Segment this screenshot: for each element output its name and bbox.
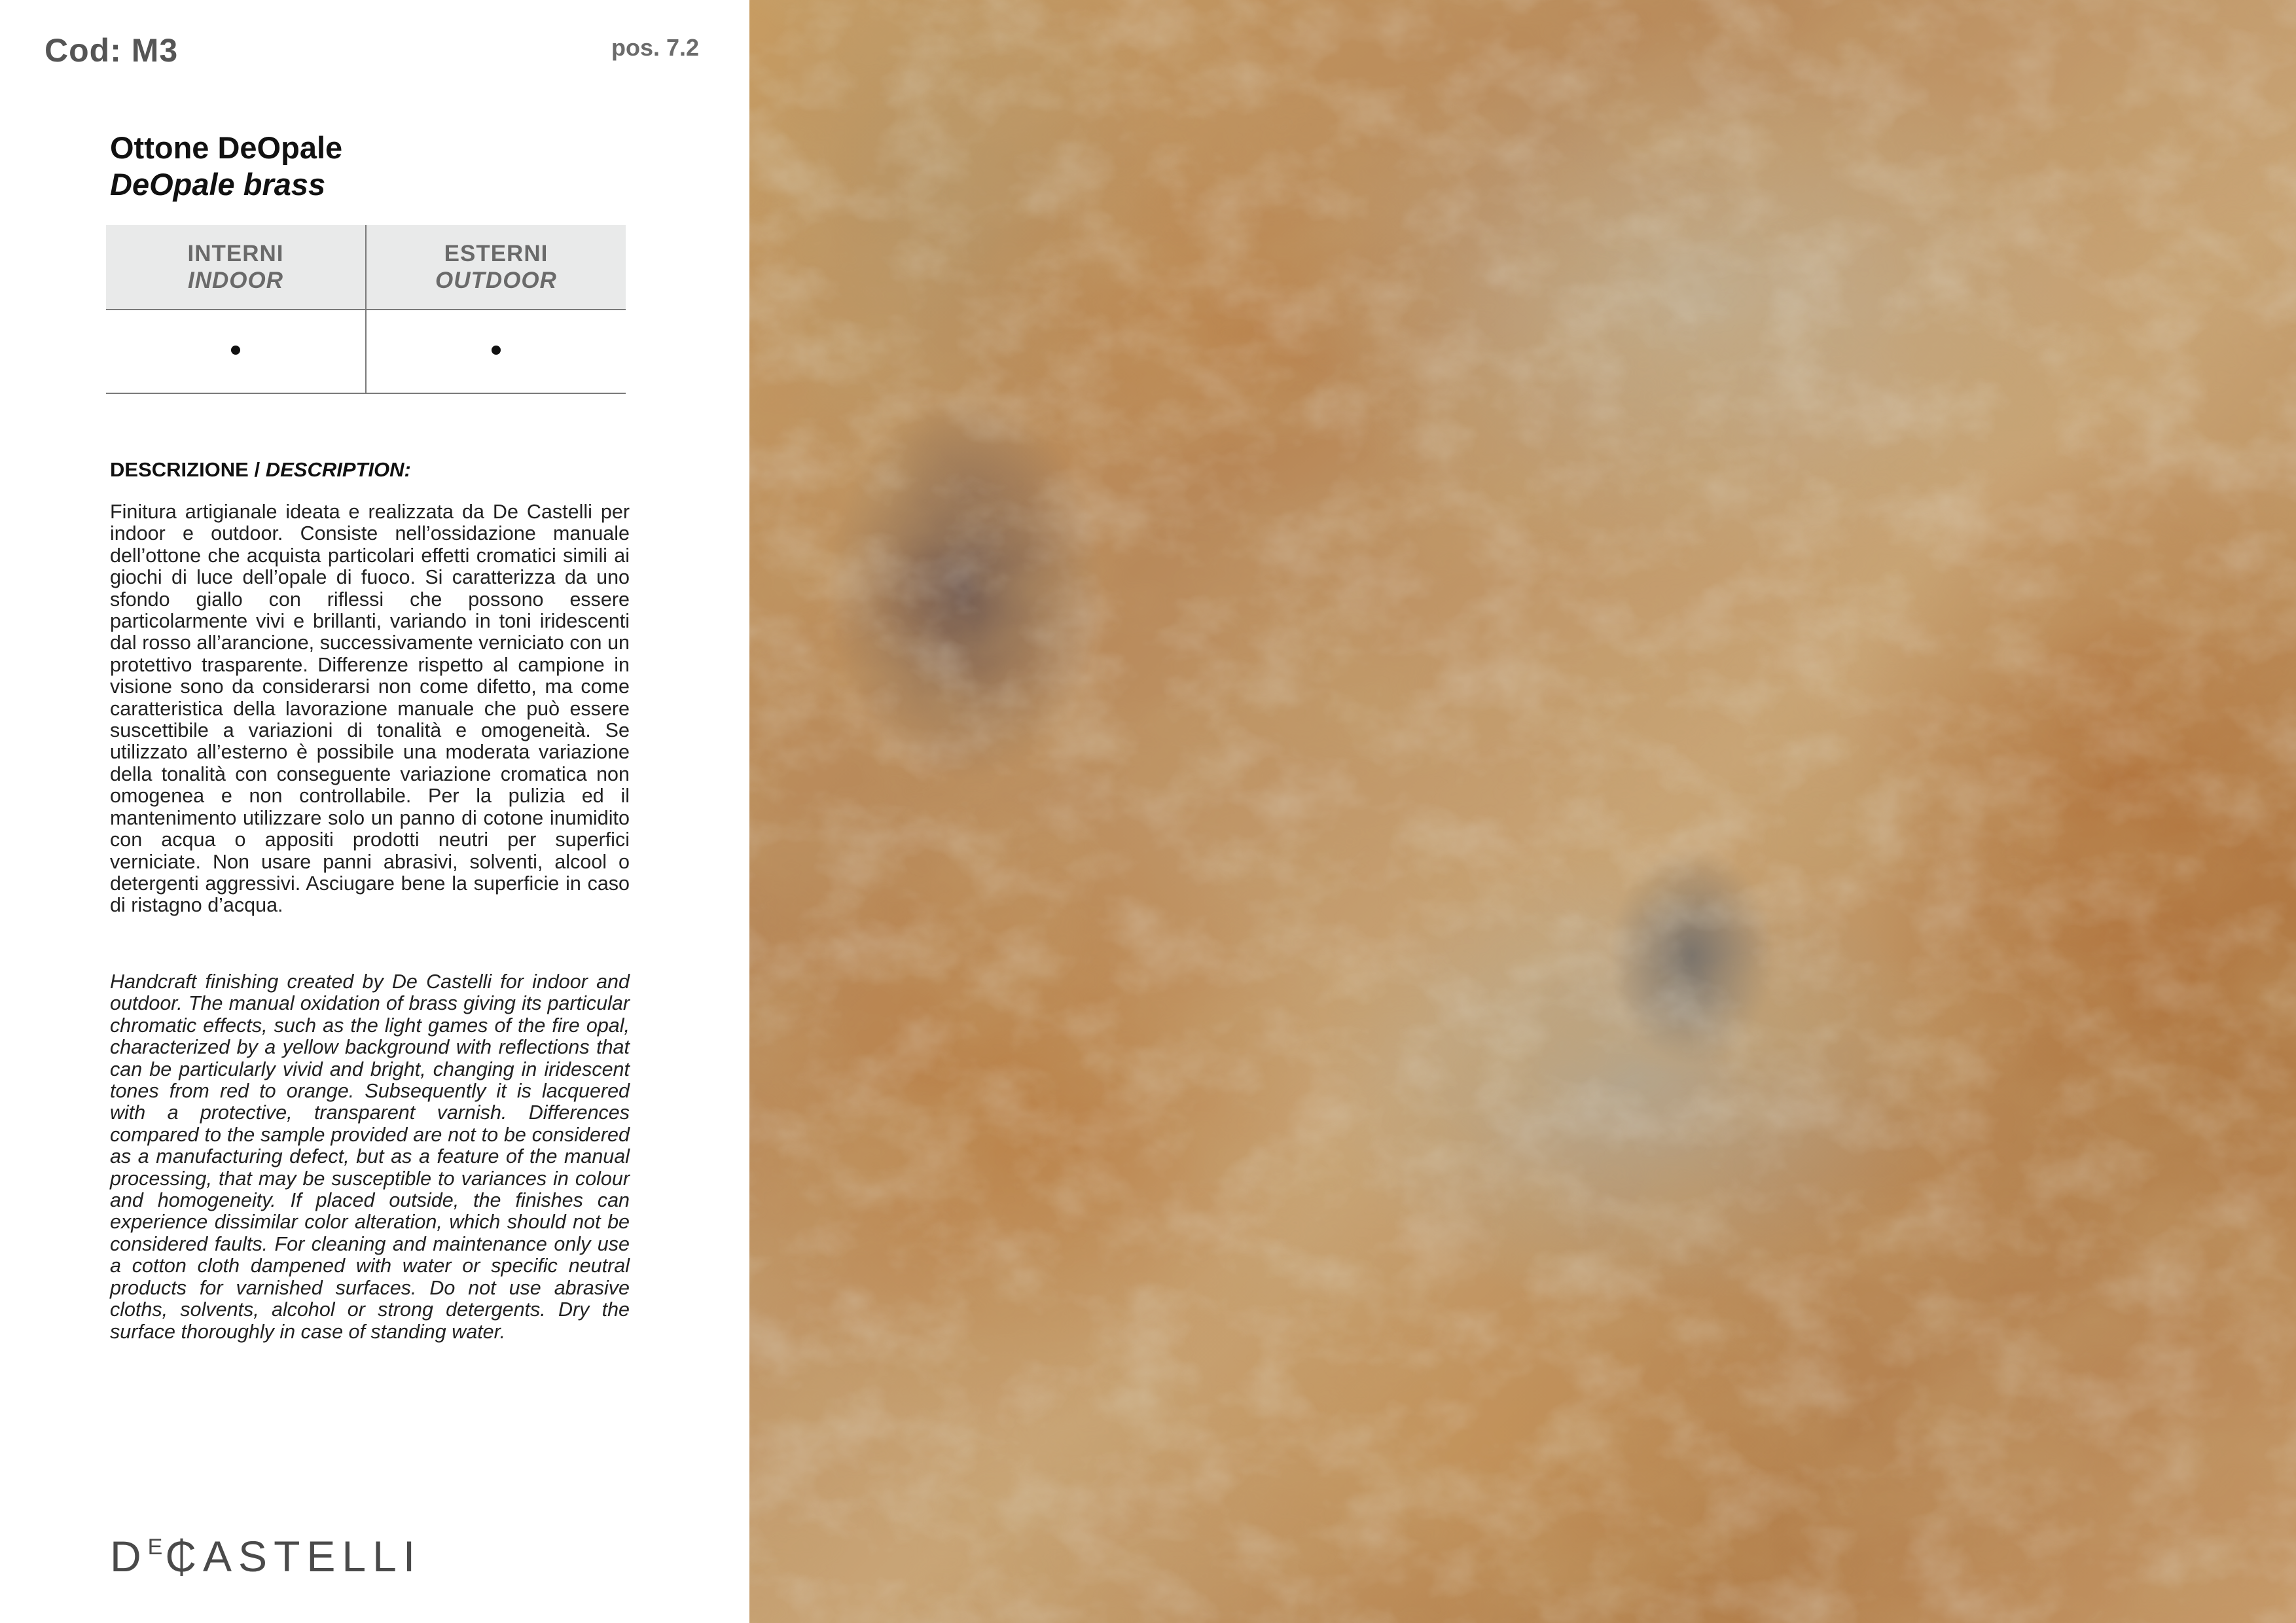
description-italian: Finitura artigianale ideata e realizzata da De Castelli per indoor e outdoor. Consiste nell’ossidazione manuale dell’ottone che acquista particolari effetti cromatici simili ai giochi di luce dell’opale di fuoco. Si caratterizza da uno sfondo giallo con riflessi che possono essere particolarmente vivi e brillanti, variando in toni iridescenti dal rosso all’arancione, successivamente verniciato con un protettivo trasparente. Differenze rispetto al campione in visione sono da considerarsi non come difetto, ma come caratteristica della lavorazione manuale che può essere suscettibile a variazioni di tonalità e omogeneità. Se utilizzato all’esterno è possibile una moderata variazione della tonalità con conseguente variazione cromatica non omogenea e non controllabile. Per la pulizia ed il mantenimento utilizzare solo un panno di cotone inumidito con acqua o appositi prodotti neutri per superfici verniciate. Non usare panni abrasivi, solventi, alcool o detergenti aggressivi. Asciugare bene la superficie in caso di ristagno d’acqua. — [110, 501, 630, 917]
usage-cell-outdoor — [366, 310, 626, 393]
product-code: Cod: M3 — [45, 32, 179, 69]
material-sample-image — [749, 0, 2296, 1623]
product-name-italian: Ottone DeOpale — [110, 130, 343, 165]
position-label: pos. 7.2 — [611, 34, 700, 61]
usage-cell-indoor — [106, 310, 366, 393]
usage-table — [106, 225, 626, 394]
usage-header-indoor — [106, 225, 366, 310]
description-heading-it: DESCRIZIONE / — [110, 458, 266, 481]
usage-header-outdoor-en: OUTDOOR — [435, 268, 557, 293]
dot-icon — [231, 346, 240, 355]
logo-letter-e: E — [147, 1535, 166, 1560]
description-english: Handcraft finishing created by De Castelli for indoor and outdoor. The manual oxidation of brass giving its particular chromatic effects, such as the light games of the fire opal, characterized by a yellow background with reflections that can be particularly vivid and bright, changing in iridescent tones from red to orange. Subsequently it is lacquered with a protective, transparent varnish. Differences compared to the sample provided are not to be considered as a manufacturing defect, but as a feature of the manual processing, that may be susceptible to variances in colour and homogeneity. If placed outside, the finishes can experience dissimilar color alteration, which should not be considered faults. For cleaning and maintenance only use a cotton cloth dampened with water or specific neutral products for varnished surfaces. Do not use abrasive cloths, solvents, alcohol or strong detergents. Dry the surface thoroughly in case of standing water. — [110, 971, 630, 1343]
dot-icon — [492, 346, 501, 355]
texture-grey-layer — [749, 0, 2296, 1623]
usage-header-indoor-it: INTERNI — [187, 241, 284, 266]
texture-overlay — [749, 0, 2296, 1623]
description-heading — [110, 458, 411, 482]
brand-logo — [110, 1531, 422, 1581]
usage-header-indoor-en: INDOOR — [188, 268, 283, 293]
info-panel — [0, 0, 749, 1623]
logo-wordmark: ₵ASTELLI — [165, 1532, 422, 1580]
description-heading-en: DESCRIPTION: — [265, 458, 411, 481]
logo-letter-d: D — [110, 1532, 148, 1580]
usage-header-outdoor-it: ESTERNI — [444, 241, 548, 266]
usage-header-outdoor — [366, 225, 626, 310]
product-name-english: DeOpale brass — [110, 167, 326, 202]
